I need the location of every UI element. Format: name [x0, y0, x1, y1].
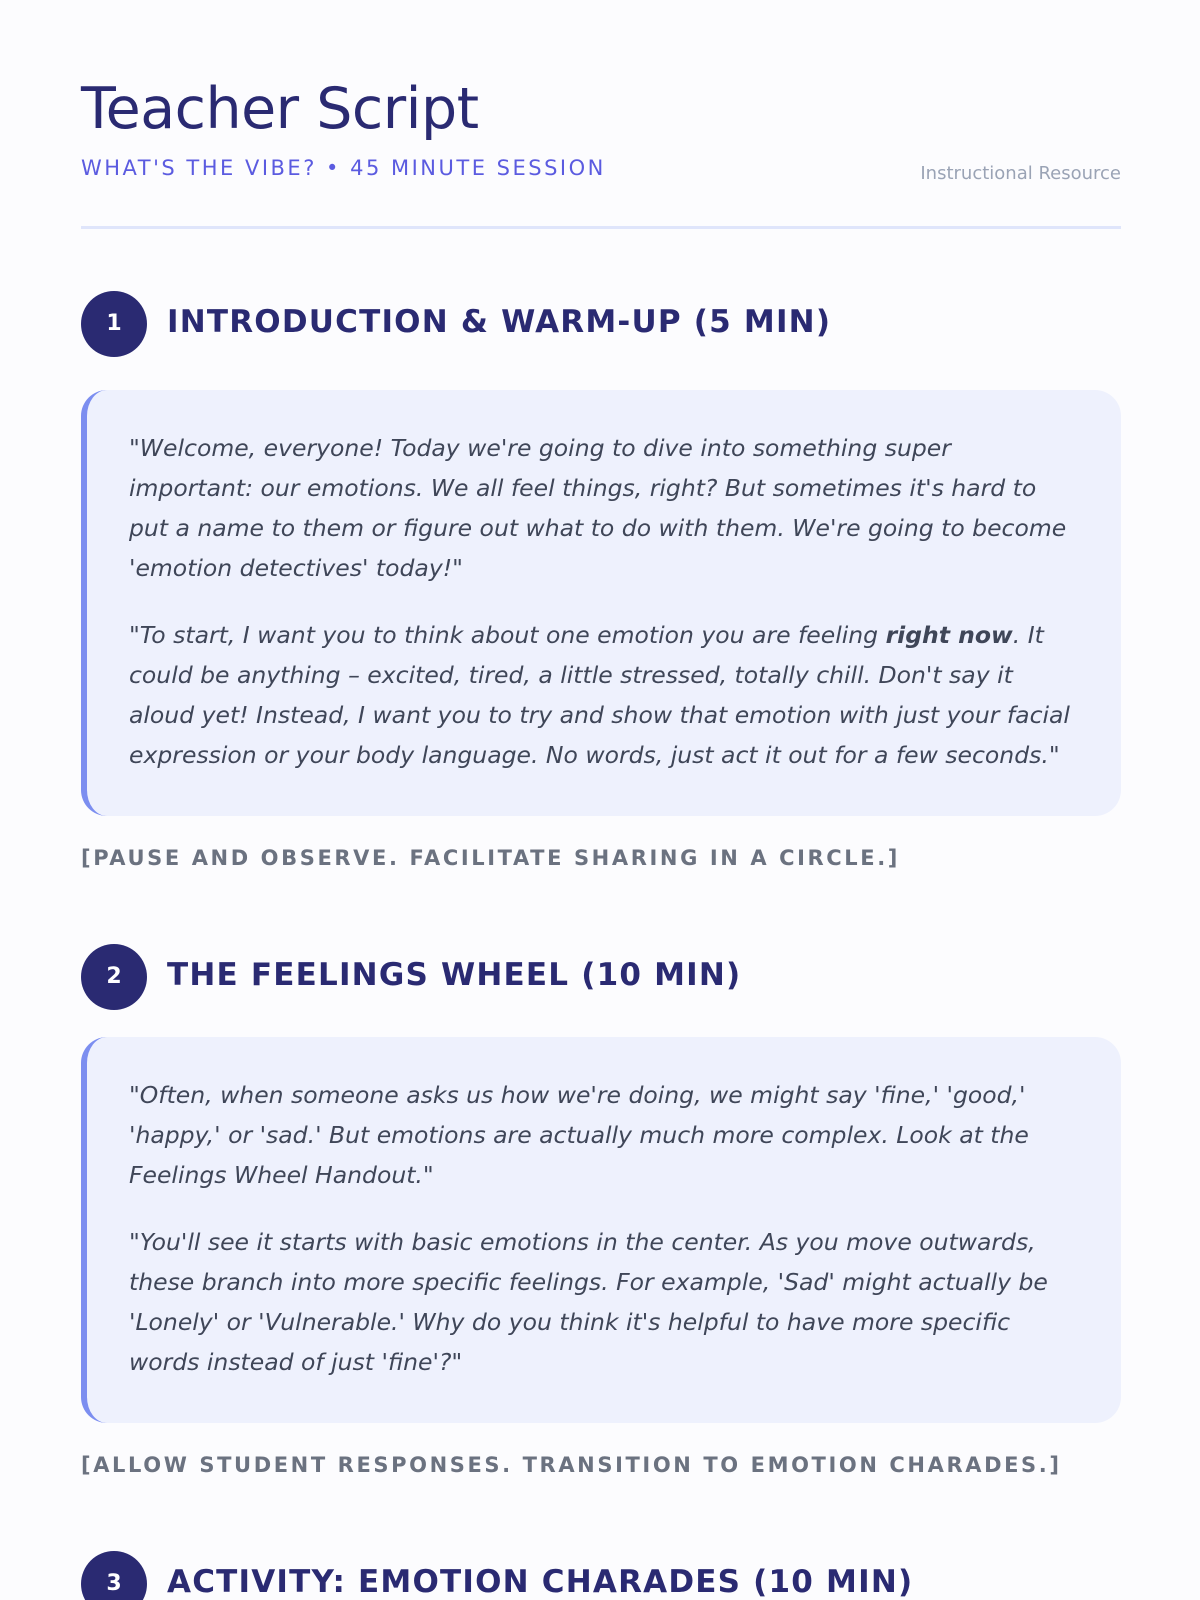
- teacher-script-page: [81, 0, 1121, 1600]
- page-header: [81, 0, 1121, 230]
- script-text: . It could be anything – excited, tired, a little stressed, totally chill. Don't say it aloud yet! Instead, I want you to try and show that emotion with just your facial expression or your body language. No words, just act it out for a few seconds.": [129, 621, 1070, 769]
- section-title: INTRODUCTION & WARM-UP (5 MIN): [167, 304, 832, 340]
- section-title: THE FEELINGS WHEEL (10 MIN): [167, 957, 742, 993]
- script-paragraph: "Welcome, everyone! Today we're going to dive into something super important: our emotions. We all feel things, right? But sometimes it's hard to put a name to them or figure out what to do with them. We're going to become 'emotion detectives' today!": [129, 434, 1067, 582]
- script-paragraph: [129, 615, 1077, 775]
- section-title: ACTIVITY: EMOTION CHARADES (10 MIN): [167, 1564, 914, 1600]
- section-number-badge: 2: [81, 944, 147, 1010]
- section-2-script-box: [81, 1037, 1121, 1423]
- section-2-header: [81, 944, 1121, 1010]
- page-title: Teacher Script: [81, 76, 479, 142]
- section-1-header: [81, 291, 1121, 357]
- page-subtitle: WHAT'S THE VIBE? • 45 MINUTE SESSION: [81, 156, 606, 180]
- script-paragraph: "Often, when someone asks us how we're doing, we might say 'fine,' 'good,' 'happy,' or 'sad.' But emotions are actually much more complex. Look at the Feelings Wheel Handout.": [129, 1081, 1029, 1189]
- section-3-header: [81, 1551, 1121, 1600]
- section-1-script-box: [81, 390, 1121, 816]
- stage-direction: [PAUSE AND OBSERVE. FACILITATE SHARING IN A CIRCLE.]: [81, 846, 900, 870]
- resource-label: Instructional Resource: [920, 163, 1121, 184]
- script-paragraph: "You'll see it starts with basic emotions in the center. As you move outwards, these branch into more specific feelings. For example, 'Sad' might actually be 'Lonely' or 'Vulnerable.' Why do you think it's helpful to have more specific words instead of just 'fine'?": [129, 1228, 1048, 1376]
- stage-direction: [ALLOW STUDENT RESPONSES. TRANSITION TO EMOTION CHARADES.]: [81, 1453, 1062, 1477]
- emphasis-text: right now: [885, 621, 1013, 649]
- section-number-badge: 3: [81, 1551, 147, 1600]
- header-divider: [81, 226, 1121, 229]
- section-number-badge: 1: [81, 291, 147, 357]
- script-text: "To start, I want you to think about one emotion you are feeling: [129, 621, 886, 649]
